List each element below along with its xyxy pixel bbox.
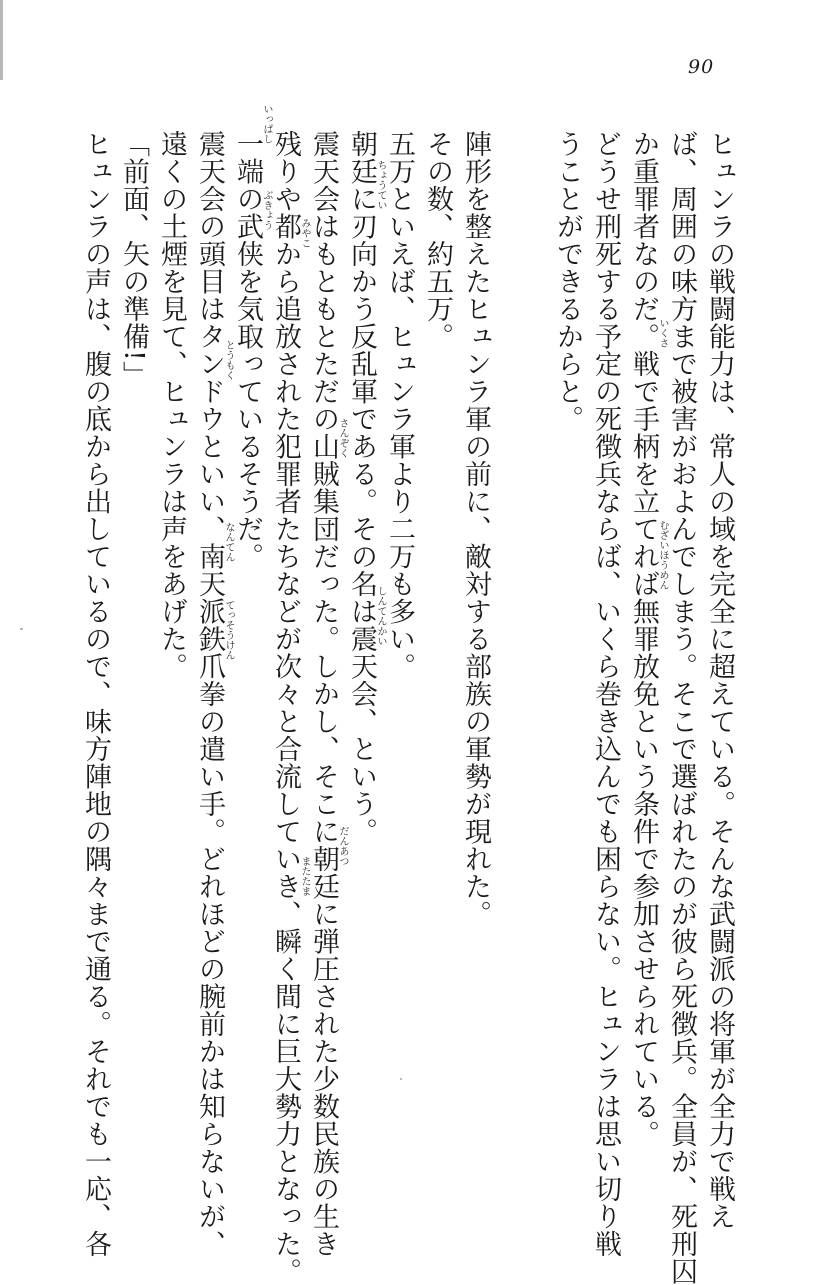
text-column: 「前面、矢の準備!」 (118, 130, 149, 389)
furigana: ま (299, 886, 310, 896)
text-column: 震天会の頭目はタンドウといい、南天派鉄爪拳の遣い手。どれほどの腕前かは知らないが、 (194, 130, 225, 1258)
text-column: ヒュンラの戦闘能力は、常人の域を完全に超えている。そんな武闘派の将軍が全力で戦え (704, 130, 735, 1230)
furigana: しんてんかい (375, 586, 386, 646)
text-column: ば、周囲の味方まで被害がおよんでしまう。そこで選ばれたのが彼ら死徴兵。全員が、死刑囚 (666, 130, 697, 1285)
scan-edge (0, 0, 3, 80)
text-column: 遠くの土煙を見て、ヒュンラは声をあげた。 (156, 130, 187, 680)
text-column: 一端の武侠を気取っているそうだ。 (232, 130, 263, 570)
text-column: か重罪者なのだ。戦で手柄を立てれば無罪放免という条件で参加させられている。 (628, 130, 659, 1148)
scan-speck (20, 628, 23, 630)
furigana: ちょうてい (375, 160, 386, 210)
scan-speck (400, 1078, 402, 1080)
furigana: てっそうけん (223, 600, 234, 660)
furigana: なんてん (223, 522, 234, 562)
text-column: その数、約五万。 (422, 130, 453, 350)
furigana: みやこ (299, 218, 310, 248)
furigana: とうもく (223, 340, 234, 380)
text-column: 朝廷に刃向かう反乱軍である。その名は震天会、という。 (346, 130, 377, 845)
text-column: どうせ刑死する予定の死徴兵ならば、いくら巻き込んでも困らない。ヒュンラは思い切り戦 (590, 130, 621, 1258)
text-column: 震天会はもともとただの山賊集団だった。しかし、そこに朝廷に弾圧された少数民族の生き (308, 130, 339, 1258)
text-column: 残りや都から追放された犯罪者たちなどが次々と合流していき、瞬く間に巨大勢力となった。 (270, 130, 301, 1285)
text-column: 五万といえば、ヒュンラ軍より二万も多い。 (384, 130, 415, 680)
furigana: いっぱし (261, 104, 272, 144)
page-number: 90 (688, 56, 715, 78)
furigana: だんあつ (337, 826, 348, 866)
text-column: うことができるからと。 (552, 130, 583, 433)
furigana: むざいほうめん (657, 520, 668, 590)
furigana: さんぞく (337, 418, 348, 458)
furigana: またた (299, 856, 310, 886)
furigana: いくさ (657, 318, 668, 348)
text-column: ヒュンラの声は、腹の底から出しているので、味方陣地の隅々まで通る。それでも一応、各 (80, 130, 111, 1258)
furigana: ぶきょう (261, 190, 272, 230)
text-column: 陣形を整えたヒュンラ軍の前に、敵対する部族の軍勢が現れた。 (460, 130, 491, 928)
